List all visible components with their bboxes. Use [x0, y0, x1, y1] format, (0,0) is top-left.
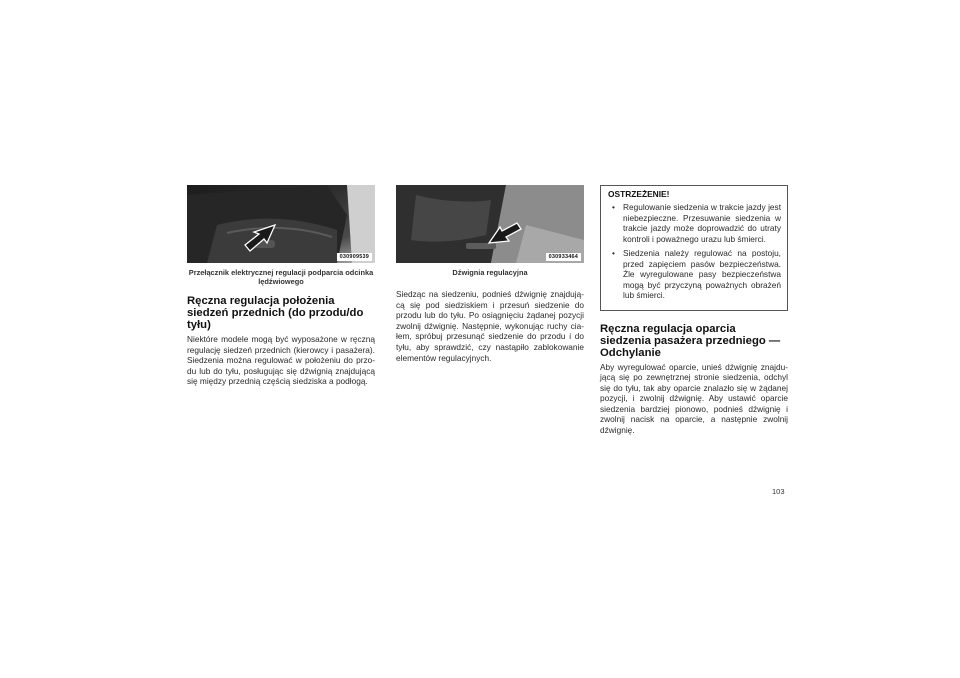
- warning-box: [600, 185, 788, 311]
- body-paragraph: Niektóre modele mogą być wyposażone w ręczną regulację siedzeń przednich (kierowcy i pasażera). Siedzenia można regulować w położeniu do przo-du lub do tyłu, posługując się dźwignią znajdującą się między przednią częścią siedziska a podłogą.: [187, 334, 375, 387]
- photo-reference-code: 030933464: [546, 253, 581, 261]
- section-heading: Ręczna regulacja położenia siedzeń przednich (do przodu/do tyłu): [187, 295, 364, 331]
- body-paragraph: Aby wyregulować oparcie, unieś dźwignię znajdu-jącą się po zewnętrznej stronie siedzenia, odchyl się do tyłu, tak aby oparcie znalazło się w żądanej pozycji, i zwolnij dźwignię. Aby ustawić oparcie siedzenia bardziej pionowo, podnieś dźwignię i zwolnij nacisk na oparcie, a następnie zwolnij dźwignię.: [600, 361, 788, 436]
- lumbar-switch-photo: [187, 185, 375, 263]
- pointer-arrow: [396, 185, 584, 263]
- warning-title: OSTRZEŻENIE!: [608, 189, 670, 199]
- adjustment-lever-photo: [396, 185, 584, 263]
- photo-caption: Przełącznik elektrycznej regulacji podparcia odcinka lędźwiowego: [188, 268, 374, 286]
- pointer-arrow: [187, 185, 375, 263]
- page-number: 103: [772, 487, 785, 496]
- photo-reference-code: 030909539: [337, 253, 372, 261]
- middle-column: [396, 185, 584, 363]
- left-column: [187, 185, 375, 387]
- warning-item: • Regulowanie siedzenia w trakcie jazdy jest niebezpieczne. Przesuwanie siedzenia w trakcie jazdy może doprowadzić do utraty kontroli i poważnego urazu lub śmierci.: [607, 202, 781, 244]
- section-heading: Ręczna regulacja oparcia siedzenia pasażera przedniego — Odchylanie: [600, 322, 781, 359]
- warning-item: • Siedzenia należy regulować na postoju, przed zapięciem pasów bezpieczeństwa. Źle wyregulowane pasy bezpieczeństwa mogą być przyczyną poważnych obrażeń lub śmierci.: [607, 248, 781, 301]
- right-column: [600, 185, 788, 436]
- photo-caption: Dźwignia regulacyjna: [452, 268, 528, 277]
- body-paragraph: Siedząc na siedzeniu, podnieś dźwignię znajdują-cą się pod siedziskiem i przesuń siedzenie do przodu lub do tyłu. Po osiągnięciu żądanej pozycji zwolnij dźwignię. Następnie, wykonując ruchy cia-łem, spróbuj przesunąć siedzenie do przodu i do tyłu, aby sprawdzić, czy nastąpiło zablokowanie elementów regulacyjnych.: [396, 289, 584, 363]
- warning-list: [607, 202, 781, 301]
